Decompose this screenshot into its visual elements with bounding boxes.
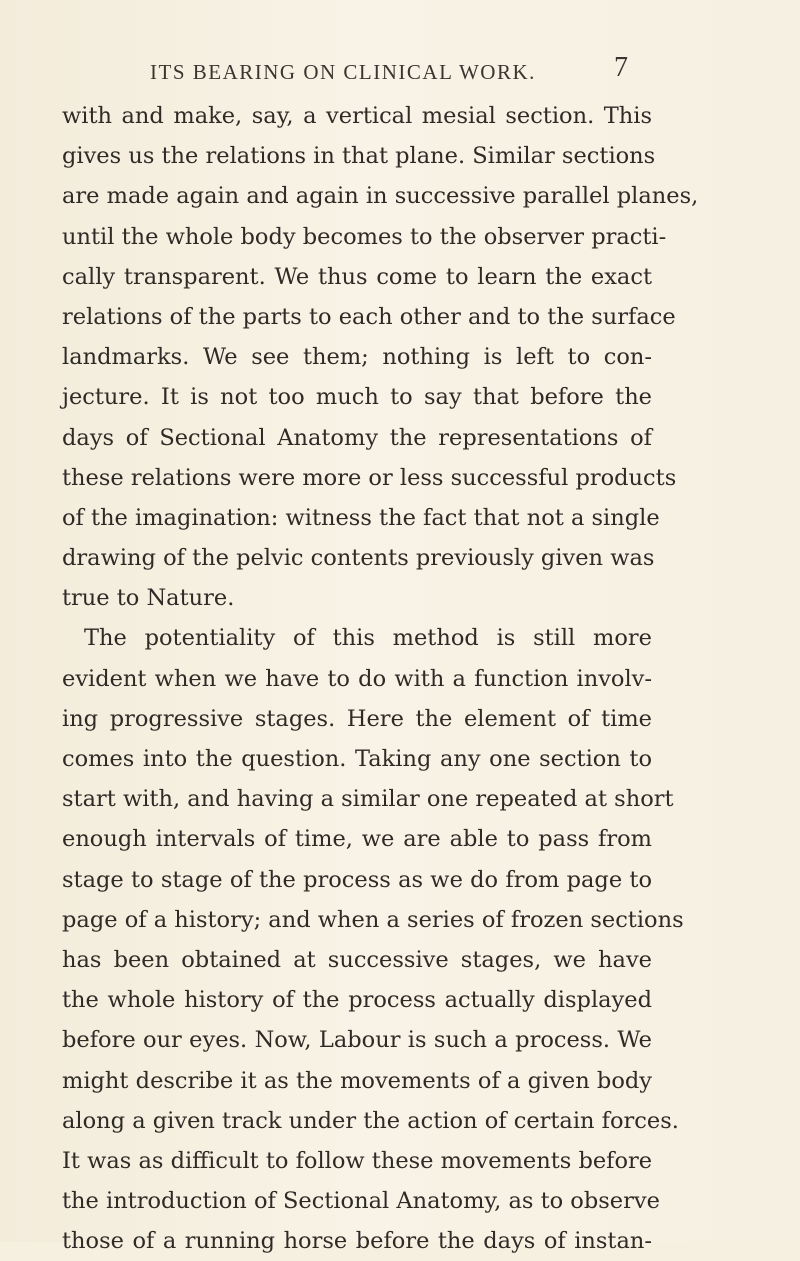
text-line: of the imagination: witness the fact that not a single (62, 504, 660, 531)
text-line: true to Nature. (62, 585, 235, 612)
text-line: those of a running horse before the days of instan- (62, 1228, 652, 1255)
text-line: relations of the parts to each other and to the surface (62, 303, 676, 330)
text-line: stage to stage of the process as we do from page to (62, 866, 652, 893)
text-line: until the whole body becomes to the observer practi- (62, 223, 667, 250)
text-line: before our eyes. Now, Labour is such a process. We (62, 1027, 652, 1054)
text-line: along a given track under the action of certain forces. (62, 1107, 679, 1134)
text-line: days of Sectional Anatomy the representations of (62, 424, 652, 451)
body-text (62, 96, 699, 1261)
running-head: ITS BEARING ON CLINICAL WORK. (150, 60, 536, 84)
text-line: drawing of the pelvic contents previously given was (62, 545, 655, 572)
text-line: the whole history of the process actually displayed (62, 987, 652, 1014)
text-line: page of a history; and when a series of frozen sections (62, 906, 684, 933)
text-line: gives us the relations in that plane. Similar sections (62, 143, 656, 170)
text-line: ing progressive stages. Here the element of time (62, 705, 652, 732)
text-line: with and make, say, a vertical mesial section. This (62, 103, 652, 129)
text-line: cally transparent. We thus come to learn the exact (62, 263, 652, 290)
text-line: are made again and again in successive parallel planes, (62, 183, 699, 210)
text-line: the introduction of Sectional Anatomy, as to observe (62, 1188, 660, 1215)
text-line: It was as difficult to follow these movements before (62, 1147, 653, 1174)
text-line: start with, and having a similar one repeated at short (62, 786, 674, 813)
text-line: jecture. It is not too much to say that before the (62, 384, 652, 411)
text-line: might describe it as the movements of a given body (62, 1067, 652, 1094)
text-line: these relations were more or less successful products (62, 464, 677, 491)
text-line: comes into the question. Taking any one section to (62, 746, 652, 772)
text-line: enough intervals of time, we are able to pass from (62, 826, 652, 853)
page-number: 7 (614, 52, 628, 83)
paragraph-start-line: The potentiality of this method is still more (84, 625, 652, 652)
text-line: evident when we have to do with a function involv- (62, 665, 652, 692)
text-line: has been obtained at successive stages, we have (62, 946, 652, 973)
text-line: landmarks. We see them; nothing is left to con- (62, 344, 652, 371)
